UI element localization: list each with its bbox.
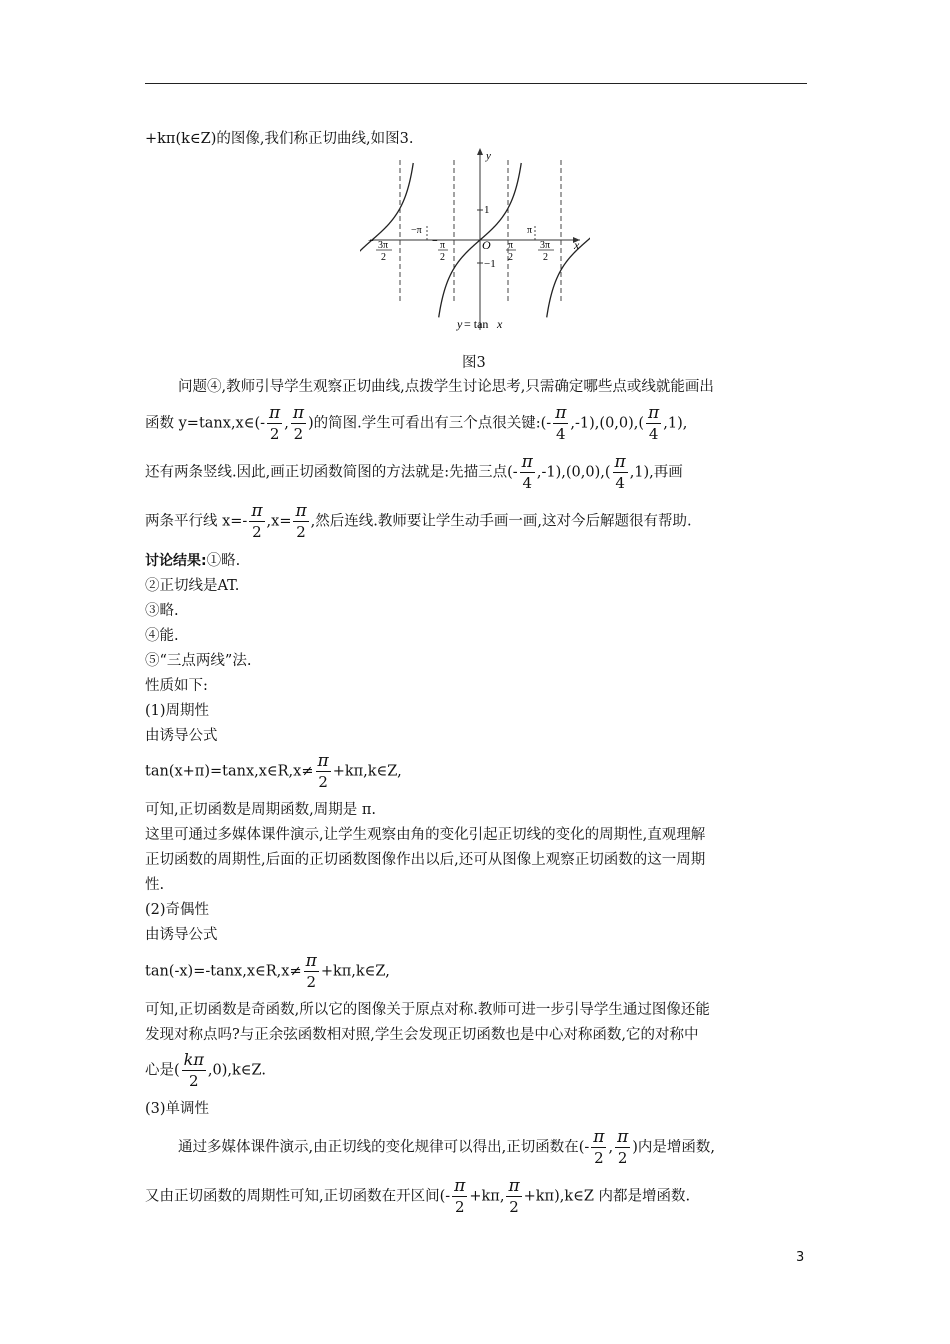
frac-pi-2: $\frac{\pi}{2}$ [617, 1127, 629, 1167]
frac-pi-4: $\frac{\pi}{4}$ [521, 452, 533, 492]
frac-pi-2: $\frac{\pi}{2}$ [305, 951, 317, 991]
label-pi: π [527, 225, 533, 236]
y-arrow-icon [477, 148, 483, 155]
tick-pi2 [506, 240, 516, 263]
props-intro: 性质如下: [145, 678, 208, 694]
parity-text-1: 可知,正切函数是奇函数,所以它的图像关于原点对称.教师可进一步引导学生通过图像还能 [145, 1002, 710, 1018]
figure-caption: 图3 [462, 355, 486, 371]
periodic-text-1: 这里可通过多媒体课件演示,让学生观察由角的变化引起正切线的变化的周期性,直观理解 [145, 827, 706, 843]
svg-text:−: − [368, 236, 374, 247]
frac-pi-2: $\frac{\pi}{2}$ [269, 403, 281, 443]
frac-pi-4: $\frac{\pi}{4}$ [614, 452, 626, 492]
result-3: ③略. [145, 603, 179, 619]
parity-text-2: 发现对称点吗?与正余弦函数相对照,学生会发现正切函数也是中心对称函数,它的对称中 [145, 1027, 699, 1043]
equation-label [456, 317, 503, 331]
svg-text:2: 2 [440, 252, 445, 263]
svg-text:x: x [497, 317, 503, 331]
svg-text:π: π [440, 240, 446, 251]
page-number: 3 [796, 1250, 805, 1265]
induction-formula-label: 由诱导公式 [145, 728, 218, 744]
result-4: ④能. [145, 628, 179, 644]
frac-kpi-2: $\frac{k\pi}{2}$ [183, 1050, 204, 1090]
label-neg-pi: −π [411, 225, 422, 236]
frac-pi-2: $\frac{\pi}{2}$ [593, 1127, 605, 1167]
svg-text:= tan: = tan [464, 317, 489, 331]
frac-pi-2: $\frac{\pi}{2}$ [508, 1176, 520, 1216]
tick-3pi2 [538, 240, 554, 263]
frac-pi-4: $\frac{\pi}{4}$ [555, 403, 567, 443]
periodic-text-2: 正切函数的周期性,后面的正切函数图像作出以后,还可从图像上观察正切函数的这一周期 [145, 852, 706, 868]
formula-periodic: tan(x+π)=tanx,x∈R,x≠ $\frac{\pi}{2}$ +kπ,k∈Z, [145, 751, 402, 791]
frac-pi-2: $\frac{\pi}{2}$ [292, 403, 304, 443]
p1-line3: 还有两条竖线.因此,画正切函数简图的方法就是:先描三点(- $\frac{\pi}{4}$ ,-1),(0,0),( $\frac{\pi}{4}$ ,1),再画 [145, 452, 683, 492]
frac-pi-2: $\frac{\pi}{2}$ [295, 501, 307, 541]
y-label: y [486, 150, 491, 162]
svg-text:2: 2 [508, 252, 513, 263]
p1-line1: 问题④,教师引导学生观察正切曲线,点拨学生讨论思考,只需确定哪些点或线就能画出 [178, 379, 714, 395]
result-5: ⑤“三点两线”法. [145, 653, 252, 669]
svg-text:−: − [432, 236, 438, 247]
svg-text:π: π [508, 240, 514, 251]
svg-text:3π: 3π [540, 240, 551, 251]
intro-line: +kπ(k∈Z)的图像,我们称正切曲线,如图3. [145, 131, 414, 147]
section-parity: (2)奇偶性 [145, 902, 210, 918]
p1-line2: 函数 y=tanx,x∈(- $\frac{\pi}{2}$ , $\frac{\pi}{2}$ )的简图.学生可看出有三个点很关键:(- $\frac{\pi}{4}$ ,-1),(0,0),( $\frac{\pi}{4}$ ,1), [145, 403, 688, 443]
induction-formula-label-2: 由诱导公式 [145, 927, 218, 943]
tangent-graph [360, 145, 590, 340]
frac-pi-2: $\frac{\pi}{2}$ [454, 1176, 466, 1216]
parity-text-3: 心是( $\frac{k\pi}{2}$ ,0),k∈Z. [145, 1050, 266, 1090]
section-monotonicity: (3)单调性 [145, 1101, 210, 1117]
y-tick-one: 1 [484, 204, 490, 216]
y-tick-minus-one: −1 [484, 258, 496, 270]
p1-line4: 两条平行线 x=- $\frac{\pi}{2}$ ,x= $\frac{\pi}{2}$ ,然后连线.教师要让学生动手画一画,这对今后解题很有帮助. [145, 501, 692, 541]
frac-pi-4: $\frac{\pi}{4}$ [648, 403, 660, 443]
periodic-conclusion: 可知,正切函数是周期函数,周期是 π. [145, 802, 376, 818]
svg-text:3π: 3π [378, 240, 389, 251]
svg-text:2: 2 [543, 252, 548, 263]
x-label: x [574, 238, 580, 252]
monotonic-text-1: 通过多媒体课件演示,由正切线的变化规律可以得出,正切函数在(- $\frac{\pi}{2}$ , $\frac{\pi}{2}$ )内是增函数, [178, 1127, 716, 1167]
svg-text:y: y [457, 317, 463, 331]
svg-text:2: 2 [381, 252, 386, 263]
monotonic-text-2: 又由正切函数的周期性可知,正切函数在开区间(- $\frac{\pi}{2}$ +kπ, $\frac{\pi}{2}$ +kπ),k∈Z 内都是增函数. [145, 1176, 691, 1216]
frac-pi-2: $\frac{\pi}{2}$ [317, 751, 329, 791]
result-2: ②正切线是AT. [145, 578, 240, 594]
results-heading-line: 讨论结果:①略. [145, 553, 241, 569]
frac-pi-2: $\frac{\pi}{2}$ [251, 501, 263, 541]
origin-label: O [482, 238, 491, 252]
formula-odd: tan(-x)=-tanx,x∈R,x≠ $\frac{\pi}{2}$ +kπ,k∈Z, [145, 951, 390, 991]
section-periodicity: (1)周期性 [145, 703, 210, 719]
periodic-text-3: 性. [145, 877, 165, 893]
header-rule [145, 83, 807, 84]
